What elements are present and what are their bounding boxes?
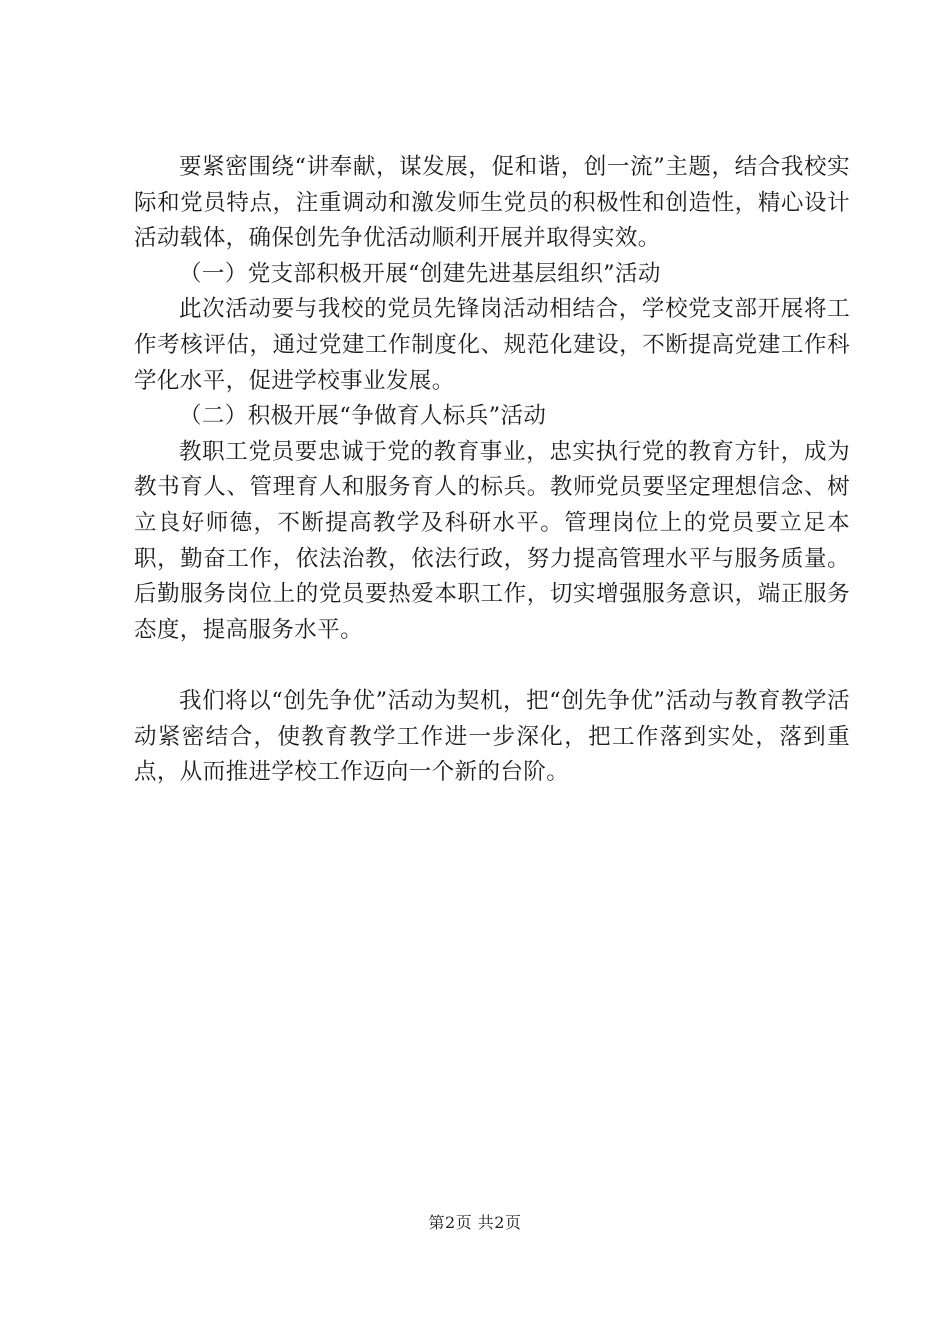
document-body bbox=[134, 150, 850, 791]
paragraph-section-1: 此次活动要与我校的党员先锋岗活动相结合，学校党支部开展将工作考核评估，通过党建工作制度化、规范化建设，不断提高党建工作科学化水平，促进学校事业发展。 bbox=[134, 296, 850, 394]
paragraph-theme: 要紧密围绕“讲奉献，谋发展，促和谐，创一流”主题，结合我校实际和党员特点，注重调动和激发师生党员的积极性和创造性，精心设计活动载体，确保创先争优活动顺利开展并取得实效。 bbox=[134, 154, 850, 252]
heading-section-2: （二）积极开展“争做育人标兵”活动 bbox=[179, 403, 547, 430]
paragraph-spacer bbox=[134, 648, 850, 684]
heading-section-1: （一）党支部积极开展“创建先进基层组织”活动 bbox=[179, 260, 661, 287]
paragraph-section-2: 教职工党员要忠诚于党的教育事业，忠实执行党的教育方针，成为教书育人、管理育人和服务育人的标兵。教师党员要坚定理想信念、树立良好师德，不断提高教学及科研水平。管理岗位上的党员要立足本职，勤奋工作，依法治教，依法行政，努力提高管理水平与服务质量。后勤服务岗位上的党员要热爱本职工作，切实增强服务意识，端正服务态度，提高服务水平。 bbox=[134, 438, 850, 643]
page-footer bbox=[0, 1210, 950, 1233]
page-number-label: 第2页 共2页 bbox=[428, 1213, 522, 1232]
paragraph-conclusion: 我们将以“创先争优”活动为契机，把“创先争优”活动与教育教学活动紧密结合，使教育教学工作进一步深化，把工作落到实处，落到重点，从而推进学校工作迈向一个新的台阶。 bbox=[134, 687, 850, 786]
